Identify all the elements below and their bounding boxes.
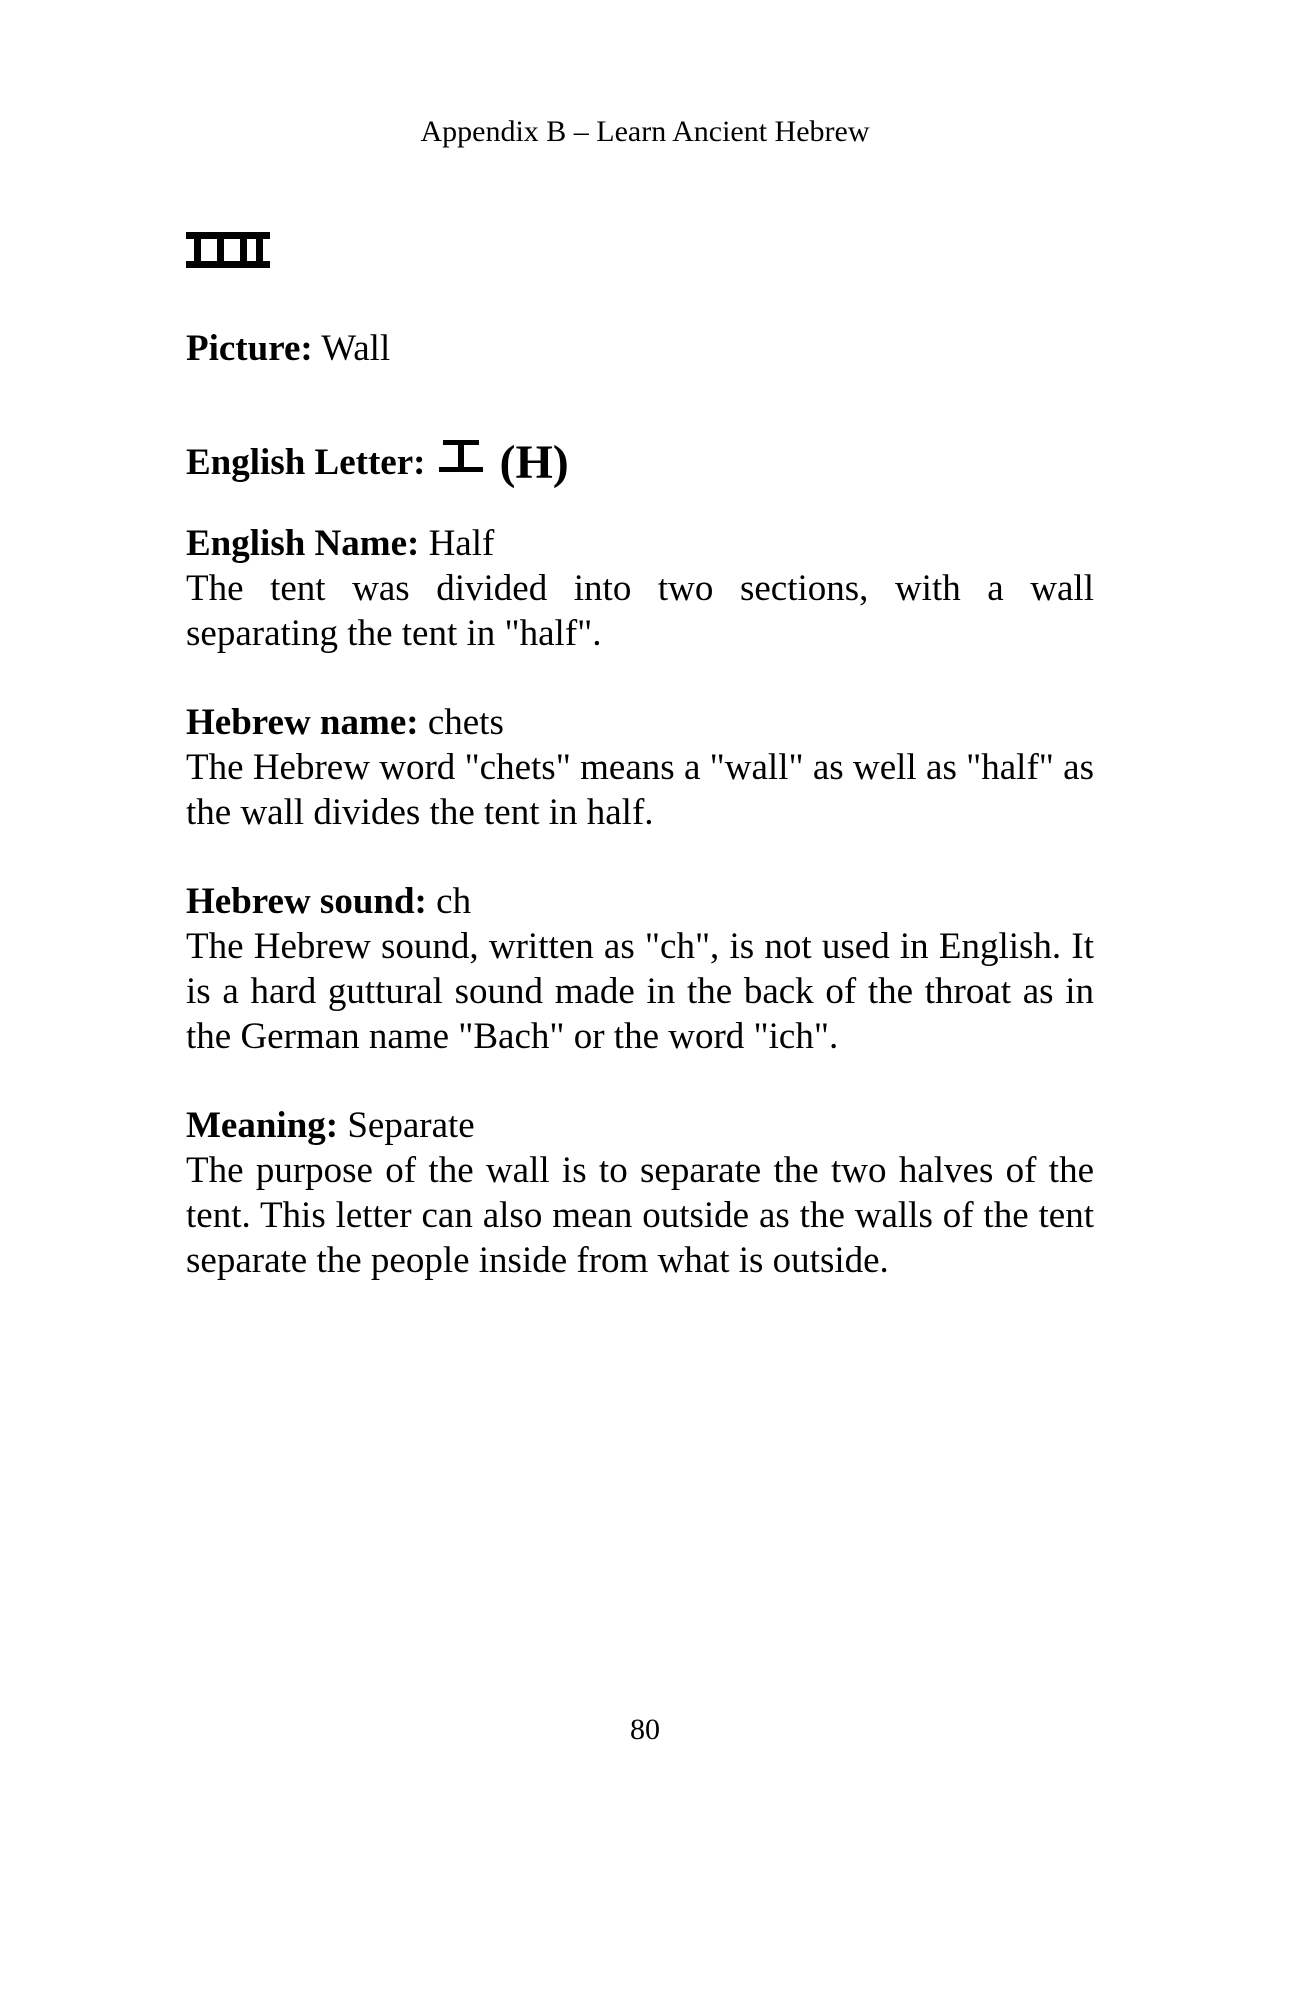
english-name-value: Half <box>428 523 495 564</box>
hebrew-sound-text: The Hebrew sound, written as "ch", is not used in English. It is a hard guttural sound made in the back of the throat as in the German name "Bach" or the word "ich". <box>186 926 1094 1057</box>
meaning-value: Separate <box>347 1105 475 1146</box>
meaning-field <box>186 1103 1094 1148</box>
hebrew-sound-label: Hebrew sound: <box>186 881 427 922</box>
picture-value: Wall <box>321 328 391 369</box>
english-name-label: English Name: <box>186 523 420 564</box>
meaning-text: The purpose of the wall is to separate the two halves of the tent. This letter can also mean outside as the walls of the tent separate the people inside from what is outside. <box>186 1150 1094 1281</box>
h-pictograph-icon <box>439 436 483 476</box>
english-name-field <box>186 521 1094 566</box>
hebrew-sound-value: ch <box>436 881 472 922</box>
page-number: 80 <box>630 1713 660 1746</box>
running-header: Appendix B – Learn Ancient Hebrew <box>420 115 870 148</box>
english-name-text: The tent was divided into two sections, with a wall separating the tent in "half". <box>186 568 1094 654</box>
hebrew-sound-field <box>186 879 1094 924</box>
meaning-section <box>186 1103 1094 1283</box>
hebrew-name-label: Hebrew name: <box>186 702 419 743</box>
letter-entry <box>186 326 1094 1283</box>
hebrew-name-text: The Hebrew word "chets" means a "wall" as well as "half" as the wall divides the tent in half. <box>186 747 1094 833</box>
hebrew-name-section <box>186 700 1094 835</box>
english-name-section <box>186 521 1094 656</box>
english-letter-field <box>186 427 1094 497</box>
english-letter-label: English Letter: <box>186 441 426 483</box>
hebrew-name-field <box>186 700 1094 745</box>
hebrew-sound-section <box>186 879 1094 1059</box>
picture-field <box>186 326 1094 371</box>
wall-pictograph-icon <box>186 232 270 268</box>
hebrew-name-value: chets <box>427 702 504 743</box>
english-letter-value: (H) <box>499 435 569 489</box>
meaning-label: Meaning: <box>186 1105 339 1146</box>
picture-label: Picture: <box>186 328 313 369</box>
